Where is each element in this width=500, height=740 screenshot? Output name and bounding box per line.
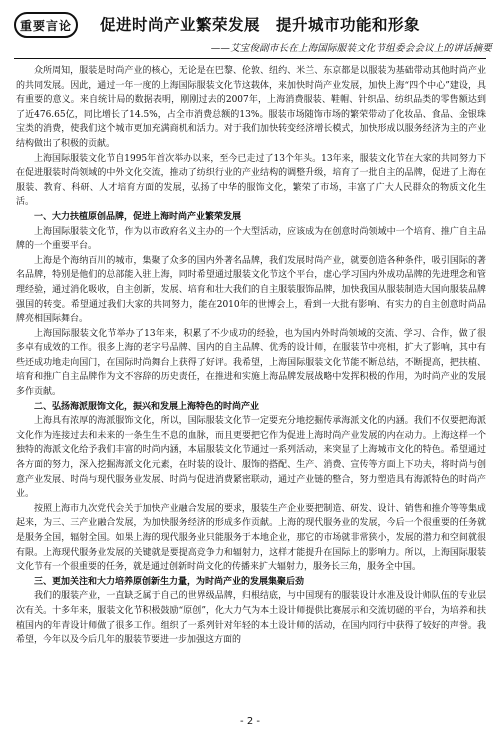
page-number: - 2 - <box>240 716 260 727</box>
header-divider <box>14 58 486 59</box>
intro-paragraph: 众所周知，服装是时尚产业的核心，无论是在巴黎、伦敦、纽约、米兰、东京都是以服装为基础带动其他时尚产业的共同发展。因此，通过一年一度的上海国际服装文化节这载体，来加快时尚产业发展，加快上海“四个中心”建设，具有重要的意义。来自统计局的数据表明，刚刚过去的2007年，上海消费服装、鞋帽、针织品、纺织品类的零售额达到了近476.65亿，同比增长了14.5%，占全市消费总额的13%。服装市场随饰市场的繁荣带动了化妆品、食品、金银珠宝类的消费，使我们这个城市更加充满商机和活力。对于我们加快转变经济增长模式，加快形成以服务经济为主的产业结构做出了积极的贡献。 <box>16 66 486 149</box>
section-paragraph: 上海国际服装文化节举办了13年来，积累了不少成功的经验，也为国内外时尚领域的交流、学习、合作，做了很多卓有成效的工作。很多上海的老字号品牌、国内的自主品牌、优秀的设计师，在服装节中亮相，扩大了影响，其中有些还成功地走向国门，在国际时尚舞台上获得了好评。我希望，上海国际服装文化节能不断总结，不断提高，把扶植、培育和推广自主品牌作为文不容辞的历史责任，在推进和实施上海品牌发展战略中发挥积极的作用，为时尚产业的发展多作贡献。 <box>16 328 486 398</box>
section-paragraph: 上海国际服装文化节，作为以市政府名义主办的一个大型活动，应该成为在创意时尚领域中一个培育、推广自主品牌的一个重要平台。 <box>16 226 486 252</box>
article-title: 促进时尚产业繁荣发展 提升城市功能和形象 <box>100 16 421 34</box>
section-paragraph: 上海是个海纳百川的城市，集聚了众多的国内外著名品牌，我们发展时尚产业，就要创造各种条件，吸引国际的著名品牌，特别是他们的总部能入驻上海，同时希望通过服装文化节这个平台，虚心学习国内外成功品牌的先进理念和管理经验，通过消化吸收，自主创新，发展、培育和壮大我们的自主服装服饰品牌，加快我国从服装制造大国向服装品牌强国的转变。希望通过我们大家的共同努力，能在2010年的世博会上，看到一大批有影响、有实力的自主创意时尚品牌亮相国际舞台。 <box>16 255 486 325</box>
section-paragraph: 按照上海市九次党代会关于加快产业融合发展的要求，服装生产企业要把制造、研发、设计、销售和推介等等集成起来，为三、三产业融合发展，为加快服务经济的形成多作贡献。上海的现代服务业的发展，今后一个很重要的任务就是服务全国，辐射全国。如果上海的现代服务业只能服务于本地企业，那它的市场就非常狭小，发展的潜力和空间就很有限。上海现代服务业发展的关键就是要提高竞争力和辐射力，这样才能提升在国际上的影响力。所以，上海国际服装文化节有一个很重要的任务，就是通过创新时尚文化的传播来扩大辐射力，服务长三角，服务全中国。 <box>16 503 486 573</box>
section-heading: 二、弘扬海派服饰文化，振兴和发展上海特色的时尚产业 <box>34 401 260 412</box>
article-body <box>16 64 486 648</box>
intro-paragraph: 上海国际服装文化节自1995年首次举办以来，至今已走过了13个年头。13年来，服装文化节在大家的共同努力下在促进服装时尚领域的中外文化交流，推动了纺织行业的产业结构的调整升级，培育了一批自主的品牌，促进了上海在服装、教育、科研、人才培育方面的发展，弘扬了中华的服饰文化，繁荣了市场，丰富了广大人民群众的物质文化生活。 <box>16 153 486 208</box>
section-heading: 三、更加关注和大力培养原创新生力量，为时尚产业的发展集聚后劲 <box>34 576 305 587</box>
article-subtitle: ——艾宝俊副市长在上海国际服装文化节组委会会议上的讲话摘要 <box>210 43 492 54</box>
section-paragraph: 我们的服装产业，一直缺乏属于自己的世界级品牌，归根结底，与中国现有的服装设计水准及设计师队伍的专业层次有关。十多年来，服装文化节积极鼓励“原创”，化大力气为本土设计师提供比赛展示和交流切磋的平台，为培养和扶植国内的年青设计师做了很多工作。组织了一系列针对年轻的本土设计师的活动，在国内同行中获得了较好的声誉。我希望，今年以及今后几年的服装节要进一步加强这方面的 <box>16 591 486 646</box>
section-badge: 重要言论 <box>14 12 78 38</box>
section-heading: 一、大力扶植原创品牌，促进上海时尚产业繁荣发展 <box>34 211 242 222</box>
section-paragraph: 上海具有浓厚的海派服饰文化，所以，国际服装文化节一定要充分地挖掘传承海派文化的内涵。我们不仅要把海派文化作为连接过去和未来的一条生生不息的血脉，而且更要把它作为促进上海时尚产业发展的内在动力。上海这样一个独特的海派文化给予我们丰富的时尚内涵，本届服装文化节通过一系列活动，来突显了上海城市文化的特色。希望通过各方面的努力，深入挖掘海派文化元素，在时装的设计、服饰的搭配、生产、消费、宣传等方面上下功夫，将时尚与创意产业发展、时尚与现代服务业发展、时尚与促进消费紧密联动，通过产业链的整合，努力塑造具有海派特色的时尚产业。 <box>16 416 486 500</box>
